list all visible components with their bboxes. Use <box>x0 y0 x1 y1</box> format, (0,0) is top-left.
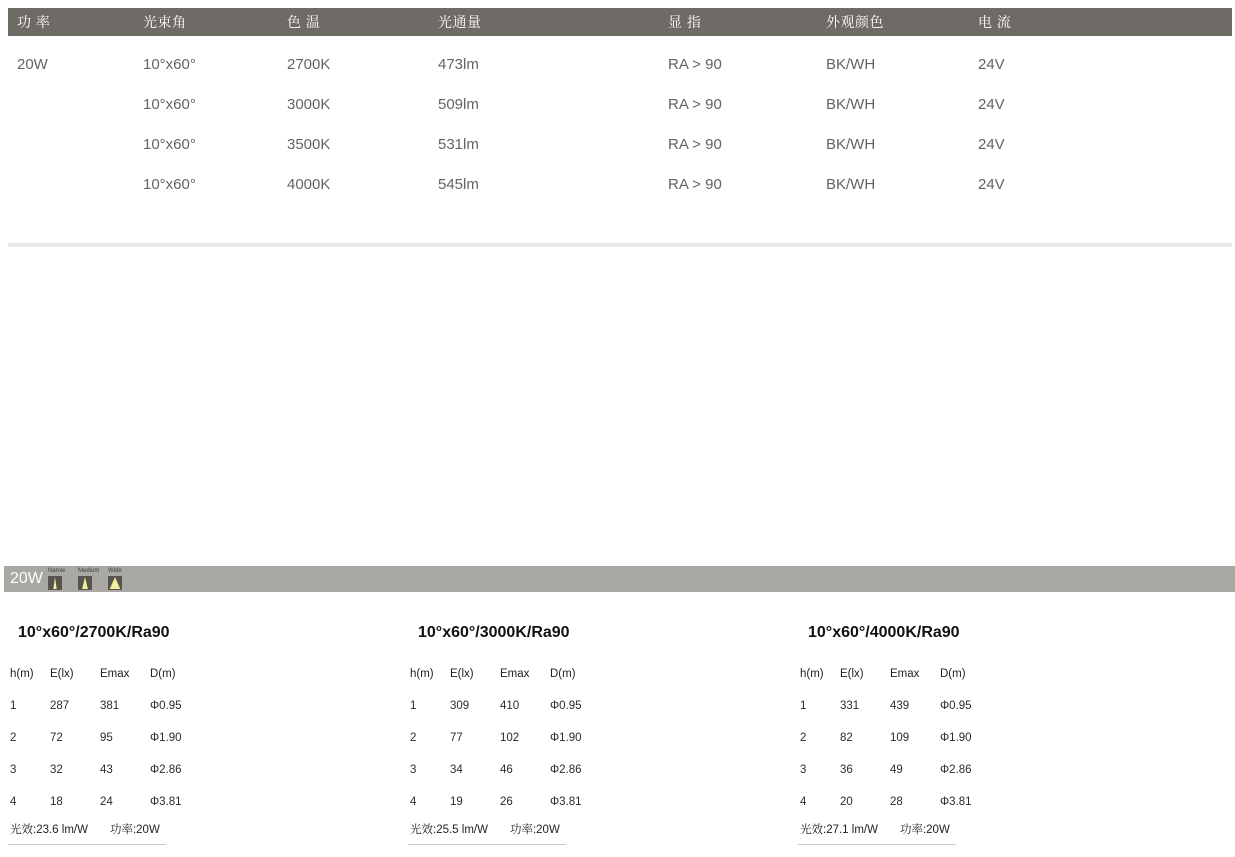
col-header-diameter: D(m) <box>150 668 176 680</box>
phot-cell: 2 <box>410 732 417 744</box>
phot-cell: 3 <box>10 764 17 776</box>
col-header-height: h(m) <box>10 668 34 680</box>
phot-cell: 18 <box>50 796 63 808</box>
medium-beam-icon <box>78 576 92 590</box>
phot-cell: 2 <box>10 732 17 744</box>
photometric-table-title: 10°x60°/2700K/Ra90 <box>18 624 170 641</box>
narrow-beam-mode <box>48 567 78 590</box>
col-header-lux: E(lx) <box>840 668 864 680</box>
phot-cell: Φ2.86 <box>940 764 972 776</box>
spec-cell: 2700K <box>287 55 331 73</box>
spec-col-header-cri: 显 指 <box>668 14 702 30</box>
phot-cell: Φ3.81 <box>150 796 182 808</box>
section-divider <box>8 243 1232 247</box>
phot-cell: 439 <box>890 700 910 712</box>
wide-beam-icon <box>108 576 122 590</box>
col-header-diameter: D(m) <box>940 668 966 680</box>
phot-cell: 46 <box>500 764 513 776</box>
photometric-footer <box>8 821 166 845</box>
phot-cell: 2 <box>800 732 807 744</box>
phot-cell: Φ1.90 <box>550 732 582 744</box>
phot-cell: 49 <box>890 764 903 776</box>
phot-cell: 19 <box>450 796 463 808</box>
phot-cell: 1 <box>10 700 17 712</box>
photometric-table-title: 10°x60°/4000K/Ra90 <box>808 624 960 641</box>
phot-cell: 287 <box>50 700 70 712</box>
col-header-lux: E(lx) <box>50 668 74 680</box>
photometric-table-4000k <box>798 618 1028 845</box>
phot-cell: 32 <box>50 764 63 776</box>
phot-cell: 26 <box>500 796 513 808</box>
phot-cell: Φ3.81 <box>550 796 582 808</box>
phot-cell: 77 <box>450 732 463 744</box>
spec-table-body <box>8 44 1232 204</box>
spec-cell: 531lm <box>438 135 479 153</box>
phot-cell: 309 <box>450 700 470 712</box>
phot-cell: 102 <box>500 732 520 744</box>
spec-cell: 509lm <box>438 95 479 113</box>
spec-cell: 24V <box>978 175 1005 193</box>
phot-cell: Φ2.86 <box>550 764 582 776</box>
spec-cell: 10°x60° <box>143 55 196 73</box>
spec-cell: 24V <box>978 55 1005 73</box>
phot-cell: 4 <box>410 796 417 808</box>
photometric-table-3000k <box>408 618 638 845</box>
spec-cell: BK/WH <box>826 175 876 193</box>
narrow-beam-triangle <box>49 577 61 589</box>
power-value: 功率:20W <box>109 824 160 836</box>
spec-cell: RA > 90 <box>668 175 722 193</box>
spec-cell: BK/WH <box>826 55 876 73</box>
power-value: 功率:20W <box>899 824 950 836</box>
spec-cell: RA > 90 <box>668 95 722 113</box>
narrow-beam-icon <box>48 576 62 590</box>
phot-cell: 24 <box>100 796 113 808</box>
photometric-footer <box>408 821 566 845</box>
medium-beam-mode <box>78 567 108 590</box>
phot-cell: 109 <box>890 732 910 744</box>
spec-cell: 10°x60° <box>143 175 196 193</box>
phot-cell: 4 <box>10 796 17 808</box>
photometric-table-title: 10°x60°/3000K/Ra90 <box>418 624 570 641</box>
medium-beam-triangle <box>79 577 91 589</box>
beam-mode-bar <box>4 566 1235 592</box>
phot-cell: Φ0.95 <box>150 700 182 712</box>
spec-col-header-power: 功 率 <box>17 14 51 30</box>
col-header-height: h(m) <box>410 668 434 680</box>
photometric-footer <box>798 821 956 845</box>
photometric-grid <box>798 658 1028 818</box>
phot-cell: Φ1.90 <box>150 732 182 744</box>
phot-cell: 3 <box>410 764 417 776</box>
photometric-grid <box>8 658 238 818</box>
col-header-height: h(m) <box>800 668 824 680</box>
col-header-lux: E(lx) <box>450 668 474 680</box>
spec-cell: 3500K <box>287 135 331 153</box>
phot-cell: 95 <box>100 732 113 744</box>
spec-col-header-beam-angle: 光束角 <box>143 14 187 30</box>
efficacy-value: 光效:25.5 lm/W <box>410 824 488 836</box>
phot-cell: 20 <box>840 796 853 808</box>
spec-col-header-cct: 色 温 <box>287 14 321 30</box>
phot-cell: 410 <box>500 700 520 712</box>
phot-cell: 4 <box>800 796 807 808</box>
col-header-diameter: D(m) <box>550 668 576 680</box>
efficacy-value: 光效:27.1 lm/W <box>800 824 878 836</box>
wide-beam-label: Wide <box>108 568 122 574</box>
spec-cell: 473lm <box>438 55 479 73</box>
phot-cell: 381 <box>100 700 120 712</box>
spec-cell: 10°x60° <box>143 95 196 113</box>
spec-col-header-flux: 光通量 <box>438 14 482 30</box>
efficacy-value: 光效:23.6 lm/W <box>10 824 88 836</box>
spec-cell: RA > 90 <box>668 135 722 153</box>
phot-cell: Φ1.90 <box>940 732 972 744</box>
col-header-emax: Emax <box>100 668 130 680</box>
phot-cell: 1 <box>410 700 417 712</box>
spec-cell: 4000K <box>287 175 331 193</box>
spec-cell: RA > 90 <box>668 55 722 73</box>
spec-cell: 24V <box>978 135 1005 153</box>
beam-bar-power-label: 20W <box>10 570 43 587</box>
phot-cell: 28 <box>890 796 903 808</box>
col-header-emax: Emax <box>500 668 530 680</box>
phot-cell: 72 <box>50 732 63 744</box>
col-header-emax: Emax <box>890 668 920 680</box>
spec-table-header-row <box>8 8 1232 36</box>
wide-beam-mode <box>108 567 138 590</box>
spec-col-header-voltage: 电 流 <box>978 14 1012 30</box>
phot-cell: 1 <box>800 700 807 712</box>
photometric-table-2700k <box>8 618 238 845</box>
phot-cell: 36 <box>840 764 853 776</box>
medium-beam-label: Medium <box>78 568 100 574</box>
phot-cell: Φ0.95 <box>940 700 972 712</box>
photometric-grid <box>408 658 638 818</box>
power-value: 功率:20W <box>509 824 560 836</box>
phot-cell: Φ0.95 <box>550 700 582 712</box>
spec-cell: 3000K <box>287 95 331 113</box>
phot-cell: 43 <box>100 764 113 776</box>
phot-cell: 82 <box>840 732 853 744</box>
spec-col-header-finish: 外观颜色 <box>826 14 884 30</box>
spec-cell: 545lm <box>438 175 479 193</box>
spec-cell: 10°x60° <box>143 135 196 153</box>
spec-cell: BK/WH <box>826 135 876 153</box>
spec-cell: 24V <box>978 95 1005 113</box>
phot-cell: 331 <box>840 700 860 712</box>
spec-cell: BK/WH <box>826 95 876 113</box>
spec-cell: 20W <box>17 55 48 73</box>
phot-cell: 34 <box>450 764 463 776</box>
phot-cell: 3 <box>800 764 807 776</box>
narrow-beam-label: Narow <box>48 568 66 574</box>
phot-cell: Φ3.81 <box>940 796 972 808</box>
wide-beam-triangle <box>109 577 121 589</box>
phot-cell: Φ2.86 <box>150 764 182 776</box>
